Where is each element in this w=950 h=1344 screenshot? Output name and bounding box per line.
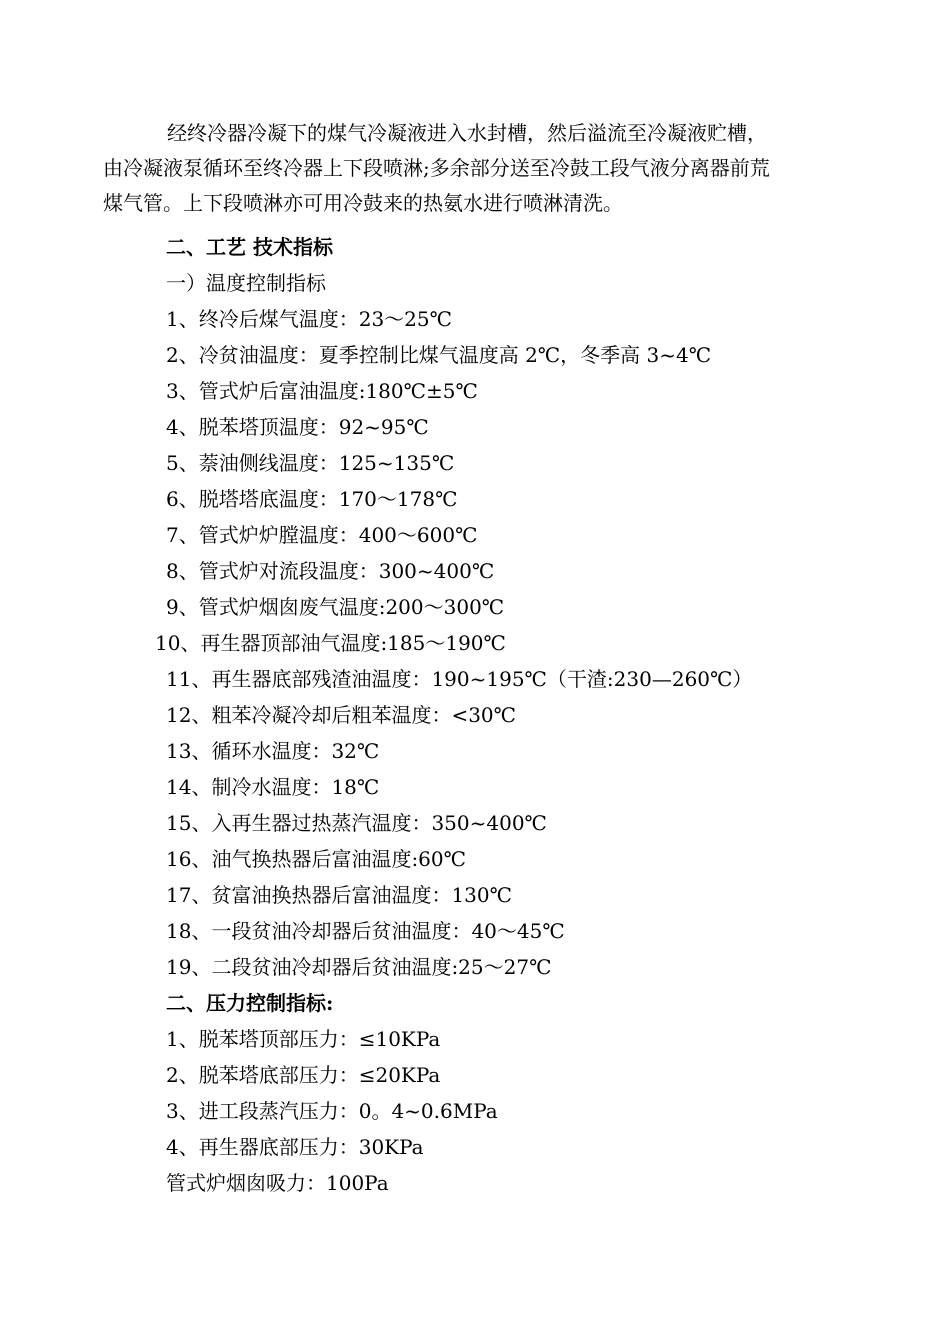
list-item: 17、贫富油换热器后富油温度：130℃	[166, 883, 512, 907]
list-item: 14、制冷水温度：18℃	[166, 775, 380, 799]
list-item: 15、入再生器过热蒸汽温度：350~400℃	[166, 811, 547, 835]
list-item: 3、管式炉后富油温度:180℃±5℃	[166, 379, 478, 403]
list-item: 1、终冷后煤气温度：23～25℃	[166, 307, 452, 331]
list-item: 管式炉烟囱吸力：100Pa	[166, 1171, 389, 1195]
section-title: 二、工艺 技术指标	[166, 235, 333, 259]
list-item: 12、粗苯冷凝冷却后粗苯温度：<30℃	[166, 703, 517, 727]
list-item: 5、萘油侧线温度：125~135℃	[166, 451, 455, 475]
list-item: 2、冷贫油温度：夏季控制比煤气温度高 2℃，冬季高 3~4℃	[166, 343, 712, 367]
list-item: 3、进工段蒸汽压力：0。4~0.6MPa	[166, 1099, 498, 1123]
list-item: 6、脱塔塔底温度：170～178℃	[166, 487, 458, 511]
list-item: 18、一段贫油冷却器后贫油温度：40～45℃	[166, 919, 565, 943]
list-item: 13、循环水温度：32℃	[166, 739, 380, 763]
list-item: 9、管式炉烟囱废气温度:200～300℃	[166, 595, 505, 619]
paragraph-line: 经终冷器冷凝下的煤气冷凝液进入水封槽，然后溢流至冷凝液贮槽，	[167, 121, 767, 145]
list-item: 19、二段贫油冷却器后贫油温度:25～27℃	[166, 955, 552, 979]
list-item: 16、油气换热器后富油温度:60℃	[166, 847, 467, 871]
temperature-subtitle: 一）温度控制指标	[166, 271, 326, 295]
list-item: 10、再生器顶部油气温度:185～190℃	[155, 631, 506, 655]
paragraph-line: 由冷凝液泵循环至终冷器上下段喷淋;多余部分送至冷鼓工段气液分离器前荒	[103, 156, 770, 180]
list-item: 4、再生器底部压力：30KPa	[166, 1135, 424, 1159]
list-item: 7、管式炉炉膛温度：400～600℃	[166, 523, 478, 547]
list-item: 1、脱苯塔顶部压力：≤10KPa	[166, 1027, 441, 1051]
intro-paragraph	[103, 116, 863, 221]
paragraph-line: 煤气管。上下段喷淋亦可用冷鼓来的热氨水进行喷淋清洗。	[103, 191, 623, 215]
list-item: 8、管式炉对流段温度：300~400℃	[166, 559, 495, 583]
list-item: 4、脱苯塔顶温度：92~95℃	[166, 415, 429, 439]
pressure-title: 二、压力控制指标:	[166, 991, 334, 1015]
list-item: 2、脱苯塔底部压力：≤20KPa	[166, 1063, 441, 1087]
list-item: 11、再生器底部残渣油温度：190~195℃（干渣:230—260℃）	[166, 667, 753, 691]
